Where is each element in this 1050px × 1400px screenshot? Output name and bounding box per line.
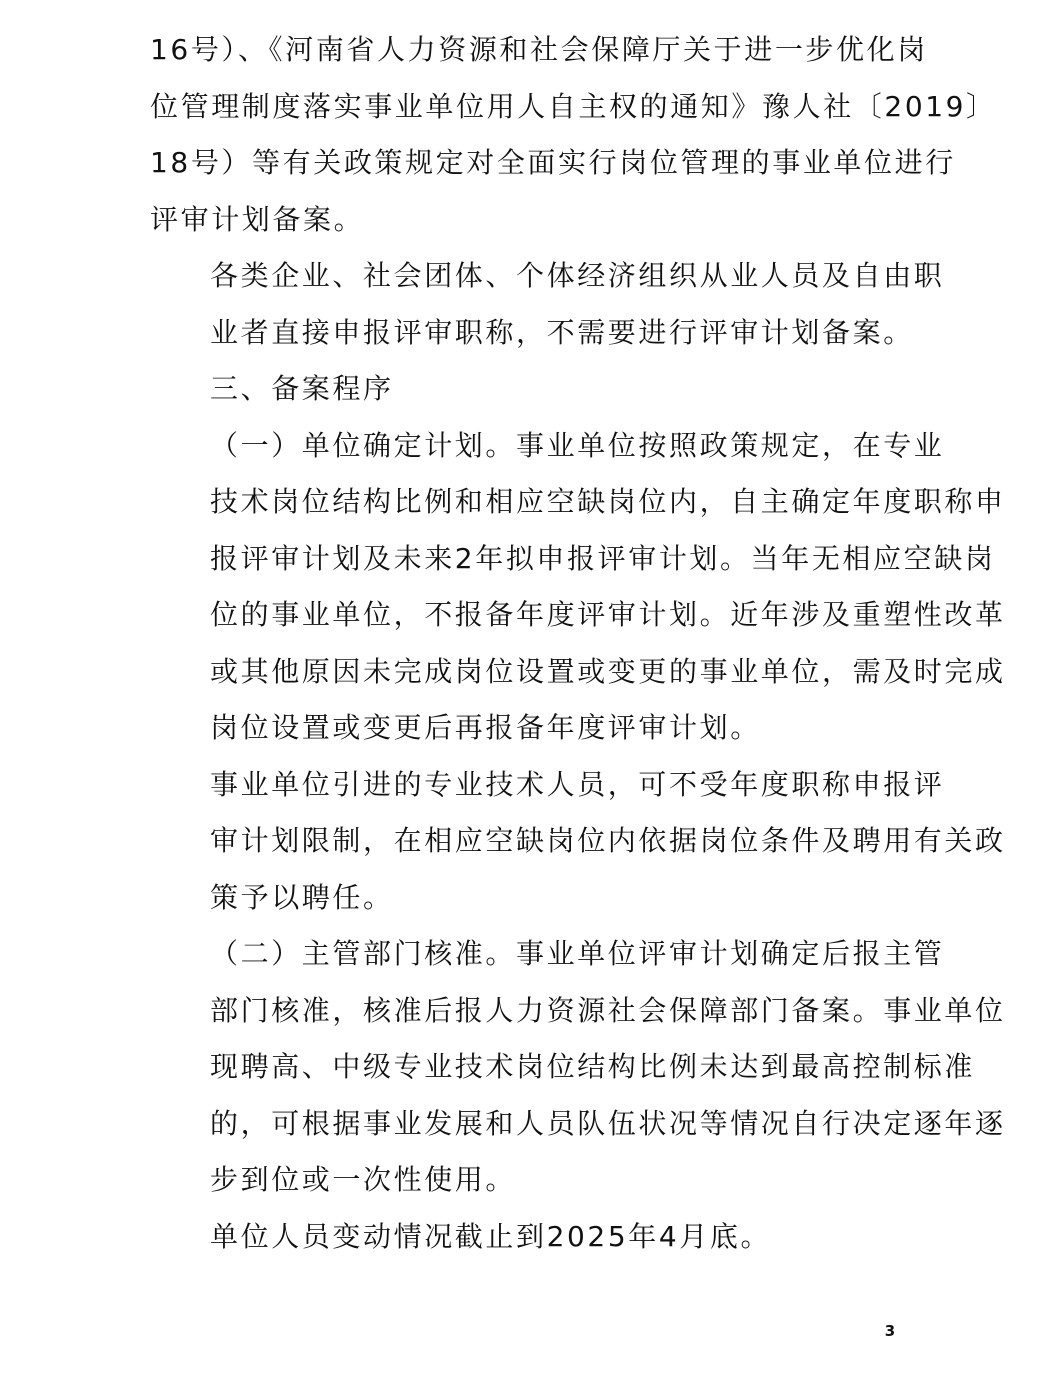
paragraph-policy-references	[150, 22, 997, 248]
text-line: 报评审计划及未来2年拟申报评审计划。当年无相应空缺岗	[210, 541, 996, 575]
text-line: 16号）、《河南省人力资源和社会保障厅关于进一步优化岗	[150, 33, 928, 66]
text-line: 或其他原因未完成岗位设置或变更的事业单位，需及时完成	[210, 654, 1006, 688]
body-text	[150, 22, 1006, 1265]
paragraph-deadline	[150, 1209, 900, 1266]
text-line: 18号）等有关政策规定对全面实行岗位管理的事业单位进行	[150, 146, 956, 179]
section-heading-filing-procedure	[150, 361, 900, 418]
paragraph-unit-plan	[150, 418, 1006, 757]
text-line: 位的事业单位，不报备年度评审计划。近年涉及重塑性改革	[210, 598, 1006, 631]
page-number: 3	[884, 1322, 896, 1340]
text-line: 的，可根据事业发展和人员队伍状况等情况自行决定逐年逐	[210, 1106, 1006, 1140]
text-line: 技术岗位结构比例和相应空缺岗位内，自主确定年度职称申	[210, 485, 1006, 518]
text-line: 各类企业、社会团体、个体经济组织从业人员及自由职	[210, 259, 945, 292]
paragraph-enterprises	[150, 248, 945, 361]
text-line: （一）单位确定计划。事业单位按照政策规定，在专业	[210, 428, 945, 462]
text-line: （二）主管部门核准。事业单位评审计划确定后报主管	[210, 937, 945, 970]
text-line: 业者直接申报评审职称，不需要进行评审计划备案。	[210, 315, 914, 349]
paragraph-department-approval	[150, 926, 1006, 1209]
text-line: 策予以聘任。	[210, 880, 394, 914]
text-line: 单位人员变动情况截止到2025年4月底。	[210, 1219, 772, 1253]
text-line: 步到位或一次性使用。	[210, 1163, 517, 1196]
text-line: 现聘高、中级专业技术岗位结构比例未达到最高控制标准	[210, 1050, 976, 1083]
text-line: 评审计划备案。	[150, 202, 365, 236]
text-line: 审计划限制，在相应空缺岗位内依据岗位条件及聘用有关政	[210, 824, 1006, 857]
text-line: 部门核准，核准后报人力资源社会保障部门备案。事业单位	[210, 993, 1006, 1027]
text-line: 事业单位引进的专业技术人员，可不受年度职称申报评	[210, 767, 945, 801]
text-line: 三、备案程序	[210, 372, 394, 405]
text-line: 岗位设置或变更后再报备年度评审计划。	[210, 711, 761, 744]
paragraph-introduced-personnel	[150, 757, 1006, 927]
text-line: 位管理制度落实事业单位用人自主权的通知》豫人社〔2019〕	[150, 89, 997, 123]
